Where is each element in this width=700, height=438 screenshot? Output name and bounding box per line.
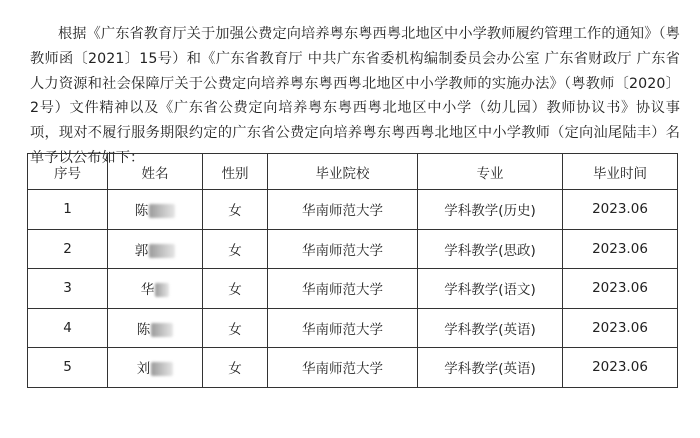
cell-name [108,269,203,309]
cell-graduation-date: 2023.06 [563,269,678,309]
table-row [28,348,678,388]
cell-school: 华南师范大学 [268,229,418,269]
redacted-name-blur [151,323,173,337]
surname: 郭 [134,242,149,259]
redacted-name-blur [149,204,175,218]
cell-name [108,308,203,348]
cell-gender: 女 [203,269,268,309]
cell-gender: 女 [203,308,268,348]
cell-major: 学科教学(英语) [418,308,563,348]
table-row [28,308,678,348]
cell-index: 4 [28,308,108,348]
cell-index: 1 [28,190,108,230]
header-index: 序号 [28,154,108,190]
cell-major: 学科教学(语文) [418,269,563,309]
cell-graduation-date: 2023.06 [563,308,678,348]
table-row [28,190,678,230]
teacher-list-table [27,153,678,388]
surname: 华 [140,282,155,299]
cell-school: 华南师范大学 [268,308,418,348]
table-row [28,229,678,269]
header-gender: 性别 [203,154,268,190]
header-name: 姓名 [108,154,203,190]
cell-major: 学科教学(思政) [418,229,563,269]
cell-index: 2 [28,229,108,269]
table-row [28,269,678,309]
cell-name [108,348,203,388]
cell-name [108,229,203,269]
cell-graduation-date: 2023.06 [563,229,678,269]
header-major: 专业 [418,154,563,190]
surname: 刘 [136,361,151,378]
cell-graduation-date: 2023.06 [563,190,678,230]
surname: 陈 [136,321,151,338]
cell-major: 学科教学(历史) [418,190,563,230]
cell-name [108,190,203,230]
cell-school: 华南师范大学 [268,348,418,388]
cell-school: 华南师范大学 [268,269,418,309]
cell-gender: 女 [203,229,268,269]
header-school: 毕业院校 [268,154,418,190]
surname: 陈 [134,203,149,220]
cell-graduation-date: 2023.06 [563,348,678,388]
cell-school: 华南师范大学 [268,190,418,230]
notice-paragraph: 根据《广东省教育厅关于加强公费定向培养粤东粤西粤北地区中小学教师履约管理工作的通知》（粤教师函〔2021〕15号）和《广东省教育厅 中共广东省委机构编制委员会办公室 广东省财政厅 广东省人力资源和社会保障厅关于公费定向培养粤东粤西粤北地区中小学教师的实施办法》（粤教师〔2020〕2号）文件精神以及《广东省公费定向培养粤东粤西粤北地区中小学（幼儿园）教师协议书》协议事项，现对不履行服务期限约定的广东省公费定向培养粤东粤西粤北地区中小学教师（定向汕尾陆丰）名单予以公布如下： [30,26,680,166]
header-graduation-date: 毕业时间 [563,154,678,190]
redacted-name-blur [155,283,169,297]
cell-index: 3 [28,269,108,309]
redacted-name-blur [151,362,173,376]
cell-gender: 女 [203,190,268,230]
redacted-name-blur [149,244,175,258]
table-header-row [28,154,678,190]
cell-gender: 女 [203,348,268,388]
cell-index: 5 [28,348,108,388]
cell-major: 学科教学(英语) [418,348,563,388]
